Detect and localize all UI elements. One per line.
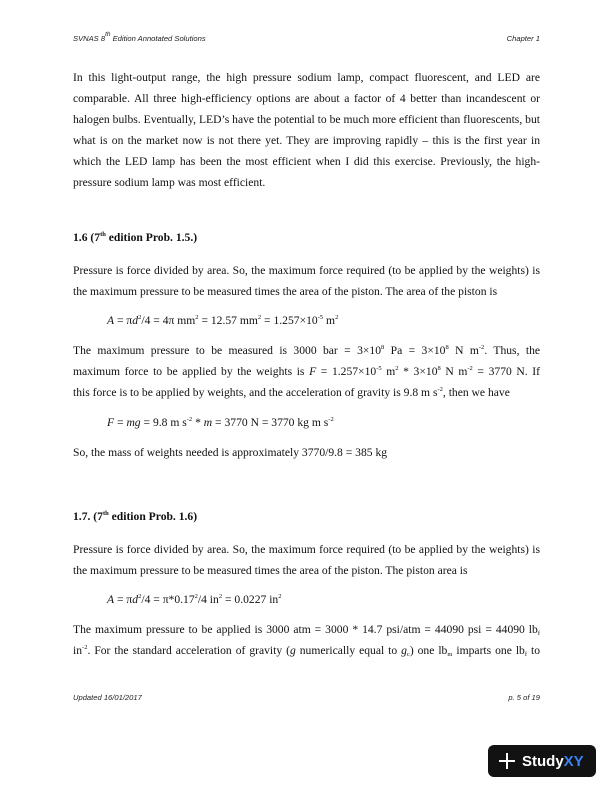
badge-xy-text: XY — [563, 752, 584, 770]
section-1-6-heading: 1.6 (7th edition Prob. 1.5.) — [73, 231, 198, 244]
running-header-title: SVNAS 8th Edition Annotated Solutions — [73, 31, 206, 43]
pressure-line-1: The maximum pressure to be measured is 3000 bar = $3\times 10^8$ $Pa = 3\times 10^8$ N $m^{-2}$. Thus, the — [73, 344, 541, 357]
equation-piston-area-1-7: $A = \pi d^2/4 = \pi*0.17^2/4$ $in^2 = 0.0227$ $in^2$ — [107, 593, 282, 606]
equation-force-weight: F = mg = 9.8 m $s^{-2} * m = 3770$ N = 3770 kg m $s^{-2}$ — [107, 416, 334, 429]
max-pressure-line-2: $in^{-2}$. For the standard acceleration of gravity (g numerically equal to $g_c$) one $lb_m$ imparts one $lb_f$ to — [73, 644, 540, 658]
max-pressure-line-1: The maximum pressure to be applied is 3000 atm = 3000 * 14.7 psi/atm = 44090 psi = 44090 $lb_f$ — [73, 623, 540, 637]
section-1-7-paragraph: Pressure is force divided by area. So, the maximum force required (to be applied by the weights) is the maximum pressure to be measured times the area of the piston. The piston area is — [73, 543, 540, 577]
section-1-6-paragraph-block — [73, 260, 540, 302]
intro-paragraph: In this light-output range, the high pressure sodium lamp, compact fluorescent, and LED are comparable. All three high-efficiency options are about a factor of 4 better than incandescent or halogen bulbs. Eventually, LED’s have the potential to be much more efficient than fluorescents, but what is on the market now is not there yet. They are improving rapidly – this is the first year in which the LED lamp has been the most efficient when I did this exercise. Previously, the high-pressure sodium lamp was most efficient. — [73, 71, 540, 189]
footer-updated-date: Updated 16/01/2017 — [73, 693, 142, 702]
pressure-line-3: this force is to be applied by weights, and the acceleration of gravity is 9.8 m $s^{-2}$, then we have — [73, 386, 510, 399]
intro-paragraph-block — [73, 67, 540, 193]
pressure-line-2: maximum force to be applied by the weights is $F = 1.257\times 10^{-5}$ $m^2 * 3\times 10^8$ N $m^{-2} = 3770$ N. If — [73, 365, 541, 378]
running-header-chapter: Chapter 1 — [506, 34, 540, 43]
equation-piston-area-1-6: $A = \pi d^2/4 = 4\pi$ $mm^2 = 12.57$ $mm^2 = 1.257\times 10^{-5}$ $m^2$ — [107, 314, 339, 327]
badge-study-text: Study — [522, 752, 564, 770]
section-1-6-conclusion: So, the mass of weights needed is approximately 3770/9.8 = 385 kg — [73, 446, 388, 459]
section-1-7-heading: 1.7. (7th edition Prob. 1.6) — [73, 510, 198, 523]
section-1-6-paragraph: Pressure is force divided by area. So, the maximum force required (to be applied by the weights) is the maximum pressure to be measured times the area of the piston. The area of the piston is — [73, 264, 540, 298]
plus-icon — [496, 750, 518, 772]
section-1-7-paragraph-block — [73, 539, 540, 581]
studyxy-badge[interactable] — [488, 745, 596, 777]
footer-page-number: p. 5 of 19 — [508, 693, 540, 702]
